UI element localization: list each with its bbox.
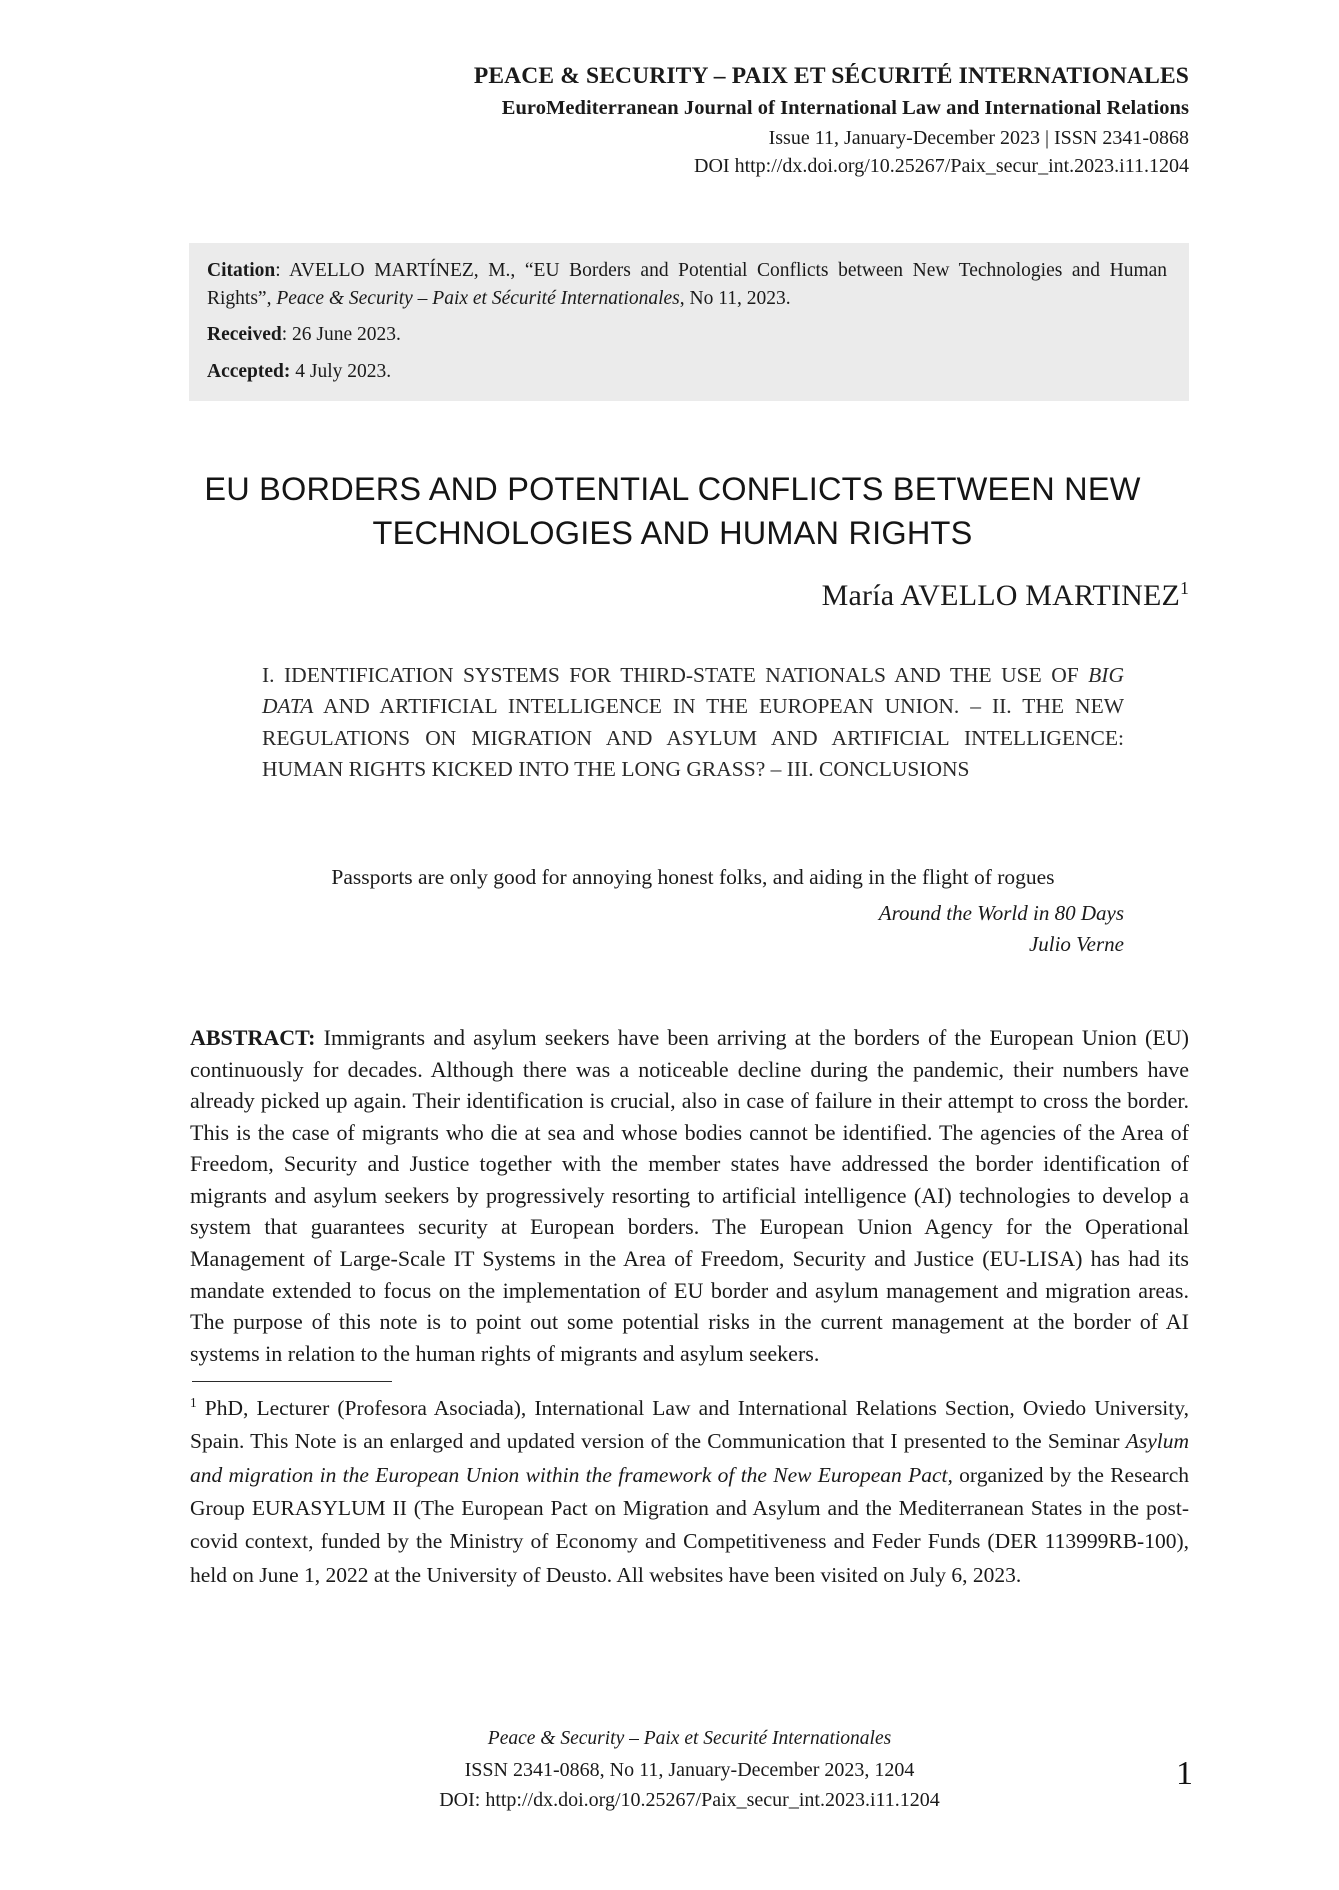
footnote-separator (192, 1381, 392, 1382)
toc-part-2: AND ARTIFICIAL INTELLIGENCE IN THE EUROPEAN UNION. – II. THE NEW REGULATIONS ON MIGRATION AND ASYLUM AND ARTIFICIAL INTELLIGENCE: HUMAN RIGHTS KICKED INTO THE LONG GRASS? – III. CONCLUSIONS (262, 694, 1124, 782)
epigraph (262, 862, 1124, 960)
citation-box (189, 243, 1189, 401)
masthead (150, 62, 1189, 181)
footnote-italic-seminar: Asylum and migration in the European Union within the framework of the New European Pact, (190, 1429, 1189, 1487)
citation-article-title: “EU Borders and Potential Conflicts between New Technologies and Human Rights”, (207, 260, 1168, 309)
page-number: 1 (1176, 1755, 1193, 1792)
accepted-value: 4 July 2023. (295, 361, 392, 383)
citation-label: Citation (207, 260, 276, 281)
citation-text: Citation: AVELLO MARTÍNEZ, M., “EU Borders and Potential Conflicts between New Technologies and Human Rights”, Peace & Security – Paix et Sécurité Internationales, No 11, 2023. (207, 260, 1168, 309)
footer-journal-name: Peace & Security – Paix et Securité Internationales (487, 1728, 892, 1749)
issue-line: Issue 11, January-December 2023 | ISSN 2341-0868 (768, 127, 1189, 150)
received-value: 26 June 2023. (292, 324, 401, 346)
page-footer (190, 1725, 1189, 1814)
epigraph-source-author: Julio Verne (1028, 932, 1124, 957)
author-name: María AVELLO MARTINEZ (821, 579, 1181, 612)
footer-issn-line: ISSN 2341-0868, No 11, January-December 2023, 1204 (464, 1758, 915, 1781)
accepted-label: Accepted: (207, 361, 291, 383)
table-of-contents (262, 660, 1124, 786)
footnote-part-2: organized by the Research Group EURASYLUM II (The European Pact on Migration and Asylum and the Mediterranean States in the post-covid context, funded by the Ministry of Economy and Competitiveness and Feder Funds (DER 113999RB-100), held on June 1, 2022 at the University of Deusto. All websites have been visited on July 6, 2023. (190, 1462, 1190, 1587)
epigraph-source-work: Around the World in 80 Days (878, 900, 1124, 925)
author-line (190, 578, 1189, 613)
abstract (190, 1022, 1189, 1369)
epigraph-quote: Passports are only good for annoying honest folks, and aiding in the flight of rogues (331, 865, 1055, 889)
page-title: EU BORDERS AND POTENTIAL CONFLICTS BETWEEN NEW TECHNOLOGIES AND HUMAN RIGHTS (204, 471, 1141, 552)
received-label: Received (207, 324, 282, 346)
footer-doi-line: DOI: http://dx.doi.org/10.25267/Paix_secur_int.2023.i11.1204 (439, 1789, 940, 1812)
footnote-part-1: PhD, Lecturer (Profesora Asociada), International Law and International Relations Section, Oviedo University, Spain. This Note is an enlarged and updated version of the Communication that I presented to the Seminar (190, 1396, 1189, 1454)
citation-author: AVELLO MARTÍNEZ, M., (289, 260, 516, 281)
abstract-label: ABSTRACT: (190, 1025, 316, 1050)
footnote (190, 1392, 1189, 1592)
toc-italic-big-data: BIG DATA (262, 663, 1124, 719)
citation-journal: Peace & Security – Paix et Sécurité Internationales (276, 287, 680, 309)
toc-part-1: I. IDENTIFICATION SYSTEMS FOR THIRD-STATE NATIONALS AND THE USE OF (262, 663, 1089, 687)
journal-subtitle: EuroMediterranean Journal of International Law and International Relations (501, 96, 1189, 119)
author-footnote-marker: 1 (1180, 578, 1189, 598)
abstract-text: Immigrants and asylum seekers have been arriving at the borders of the European Union (EU) continuously for decades. Although there was a noticeable decline during the pandemic, their numbers have already picked up again. Their identification is crucial, also in case of failure in their attempt to cross the border. This is the case of migrants who die at sea and whose bodies cannot be identified. The agencies of the Area of Freedom, Security and Justice together with the member states have addressed the border identification of migrants and asylum seekers by progressively resorting to artificial intelligence (AI) technologies to develop a system that guarantees security at European borders. The European Union Agency for the Operational Management of Large-Scale IT Systems in the Area of Freedom, Security and Justice (EU-LISA) has had its mandate extended to focus on the implementation of EU border and asylum management and migration areas. The purpose of this note is to point out some potential risks in the current management at the border of AI systems in relation to the human rights of migrants and asylum seekers. (190, 1025, 1189, 1366)
received-line: Received: 26 June 2023. (207, 324, 401, 346)
citation-issue: , No 11, 2023. (679, 287, 791, 309)
footnote-marker: 1 (190, 1394, 197, 1410)
accepted-line (207, 358, 1167, 386)
journal-title: PEACE & SECURITY – PAIX ET SÉCURITÉ INTERNATIONALES (473, 63, 1189, 89)
doi-line: DOI http://dx.doi.org/10.25267/Paix_secur_int.2023.i11.1204 (694, 155, 1189, 178)
